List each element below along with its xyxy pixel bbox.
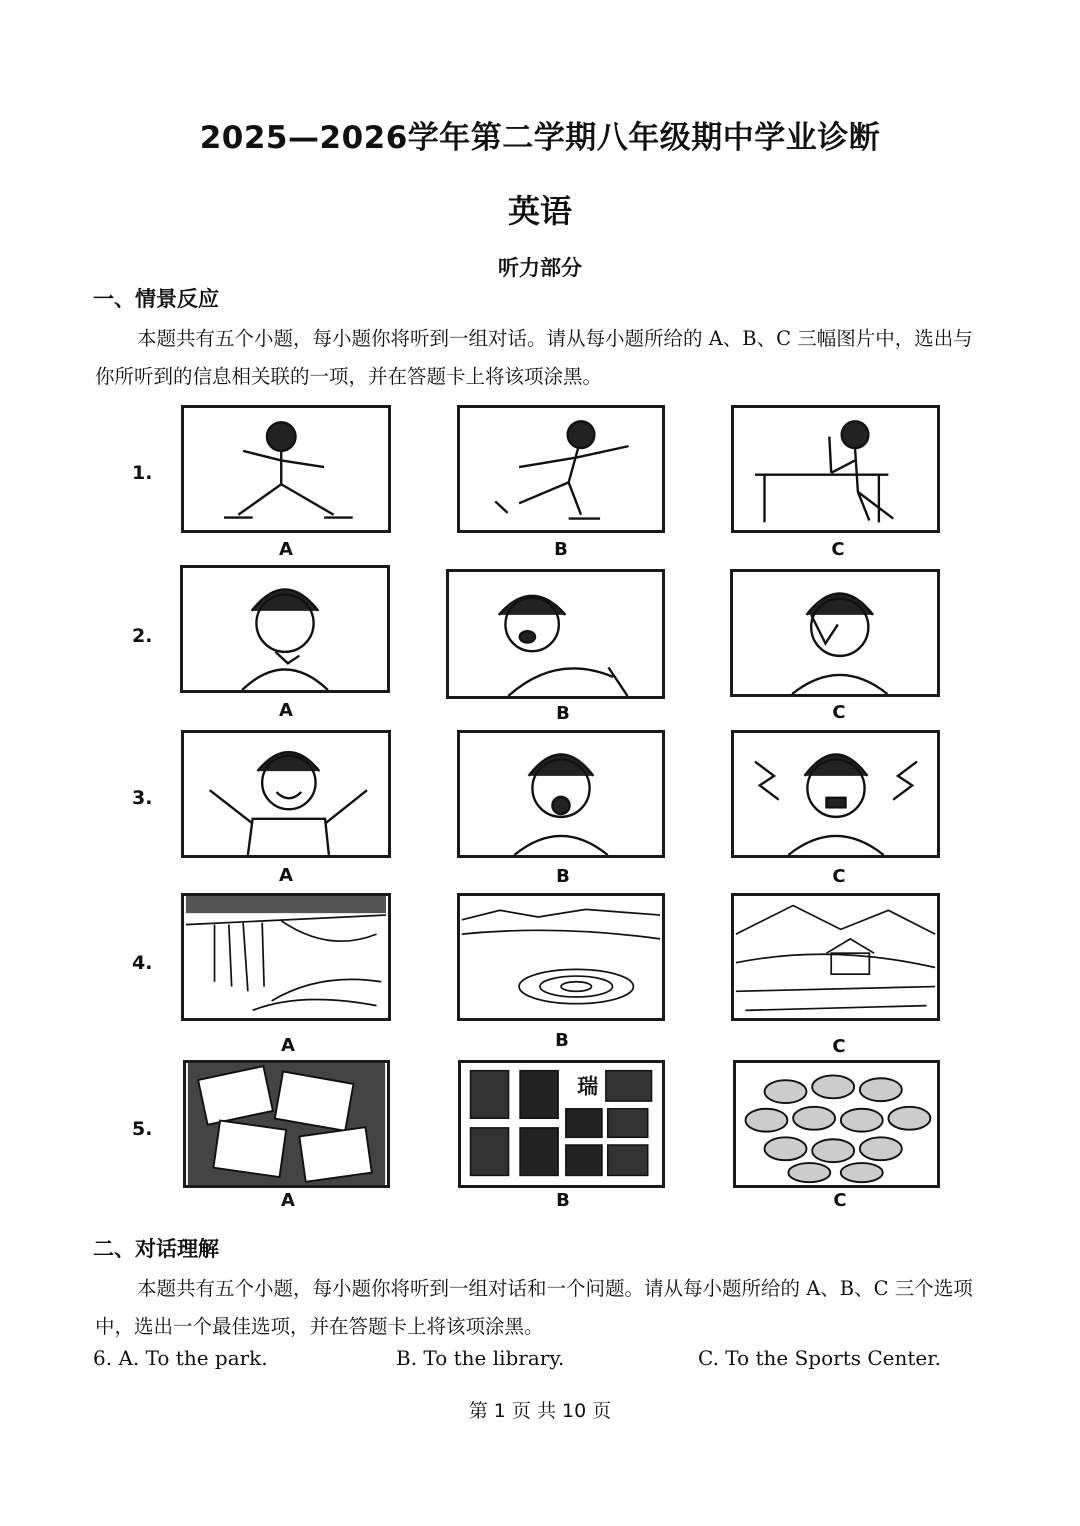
section1-heading: 一、情景反应 <box>93 287 219 311</box>
label-2b: B <box>556 703 570 724</box>
label-4a: A <box>281 1035 295 1056</box>
label-1a: A <box>279 539 293 560</box>
picture-4a-waterfall[interactable] <box>181 893 391 1021</box>
page-footer: 第 1 页 共 10 页 <box>468 1400 612 1422</box>
picture-5c-coins[interactable] <box>733 1060 940 1188</box>
picture-1c-drawing[interactable] <box>731 405 940 533</box>
subject-title: 英语 <box>507 192 572 230</box>
label-1c: C <box>831 539 845 560</box>
picture-5b-stamps[interactable] <box>458 1060 665 1188</box>
picture-2b-backache[interactable] <box>446 569 665 699</box>
q6-option-b[interactable]: B. To the library. <box>396 1346 565 1370</box>
picture-2a-sore-throat[interactable] <box>180 565 390 693</box>
picture-1b-skating[interactable] <box>457 405 665 533</box>
label-2c: C <box>832 702 846 723</box>
stamp-character: 瑞 <box>577 1074 599 1099</box>
section2-instruction: 本题共有五个小题，每小题你将听到一组对话和一个问题。请从每小题所给的 A、B、C 三个选项中，选出一个最佳选项，并在答题卡上将该项涂黑。 <box>95 1277 973 1338</box>
question-number-1: 1. <box>132 462 153 484</box>
q6-option-a[interactable]: 6. A. To the park. <box>93 1346 268 1370</box>
question-number-5: 5. <box>132 1118 153 1140</box>
label-4c: C <box>832 1036 846 1057</box>
question-number-2: 2. <box>132 625 153 647</box>
label-4b: B <box>555 1030 569 1051</box>
question-number-4: 4. <box>132 952 153 974</box>
exam-title: 2025—2026学年第二学期八年级期中学业诊断 <box>199 120 881 156</box>
label-3c: C <box>832 866 846 887</box>
picture-3c-angry[interactable] <box>731 730 940 858</box>
question-number-3: 3. <box>132 787 153 809</box>
label-3a: A <box>279 865 293 886</box>
picture-3a-happy[interactable] <box>181 730 391 858</box>
picture-4c-mountain-town[interactable] <box>731 893 940 1021</box>
picture-3b-surprised[interactable] <box>457 730 665 858</box>
picture-2c-eye-pain[interactable] <box>730 569 940 697</box>
picture-4b-lake[interactable] <box>457 893 665 1021</box>
label-5a: A <box>281 1190 295 1211</box>
part-title: 听力部分 <box>498 256 582 280</box>
section2-heading: 二、对话理解 <box>93 1237 219 1261</box>
picture-1a-kung-fu[interactable] <box>181 405 391 533</box>
label-3b: B <box>556 866 570 887</box>
picture-5a-postcards[interactable] <box>183 1060 390 1188</box>
section1-instruction: 本题共有五个小题，每小题你将听到一组对话。请从每小题所给的 A、B、C 三幅图片中，选出与你所听到的信息相关联的一项，并在答题卡上将该项涂黑。 <box>95 327 973 388</box>
q6-option-c[interactable]: C. To the Sports Center. <box>698 1346 941 1370</box>
label-5b: B <box>556 1190 570 1211</box>
label-2a: A <box>279 700 293 721</box>
label-1b: B <box>554 539 568 560</box>
label-5c: C <box>833 1190 847 1211</box>
